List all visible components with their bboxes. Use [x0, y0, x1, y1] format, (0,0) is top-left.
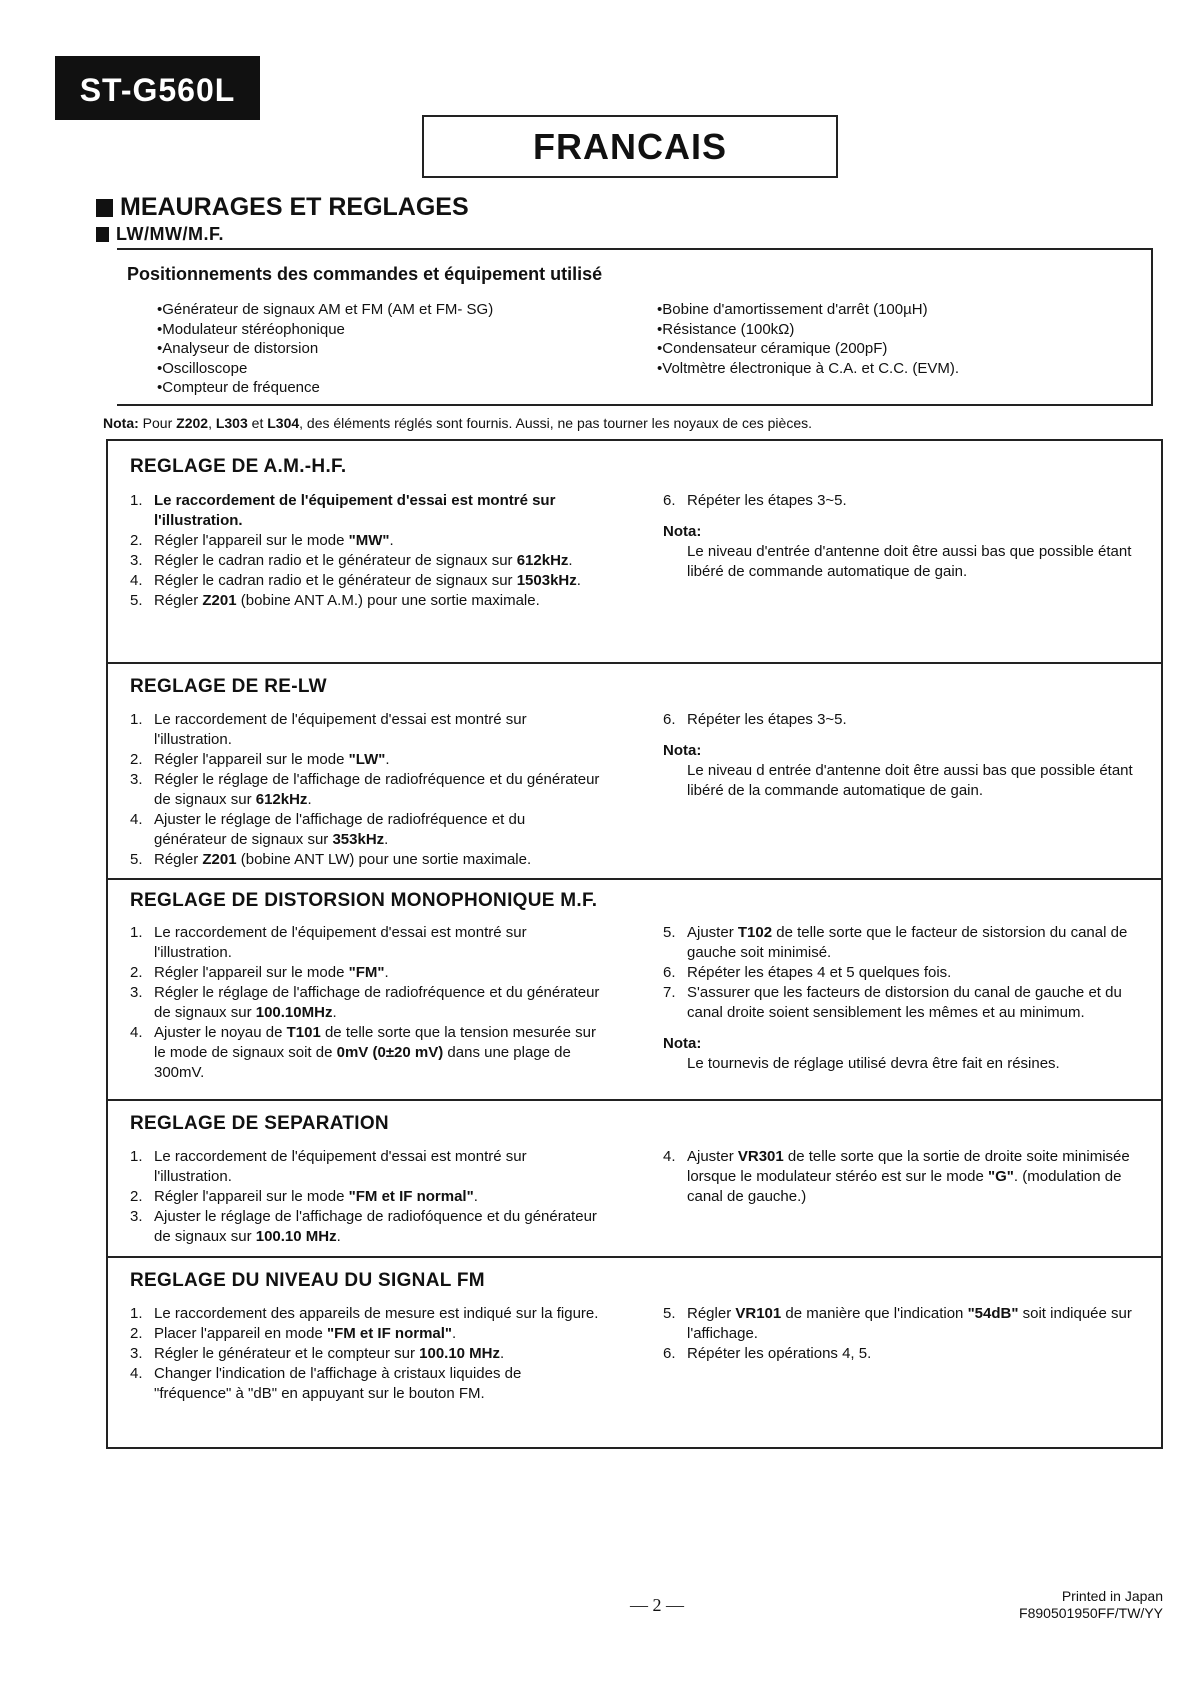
step-text-a: Régler l'appareil sur le mode	[154, 964, 349, 981]
step-number: 2.	[130, 964, 143, 981]
step-text-c: .	[389, 532, 394, 549]
step-text: Répéter les opérations 4, 5.	[687, 1345, 872, 1362]
step-text-a: Régler	[154, 851, 203, 868]
step-text-b: "MW"	[348, 532, 390, 549]
step-text-c: .	[473, 1188, 478, 1205]
step-text-e: . (modulation de canal de gauche.)	[687, 1168, 1122, 1205]
step-text-c: .	[332, 1004, 337, 1021]
step-text-a: Ajuster	[687, 1148, 738, 1165]
note-text: , des éléments réglés sont fournis. Aussi, ne pas tourner les noyaux de ces pièces.	[299, 415, 812, 431]
step-text-a: Régler le cadran radio et le générateur de signaux sur	[154, 552, 517, 569]
step-text-c: .	[568, 552, 573, 569]
step-text-b: 100.10 MHz	[255, 1228, 337, 1245]
section-title: REGLAGE DE A.M.-H.F.	[130, 456, 347, 477]
step-number: 3.	[130, 771, 143, 788]
step-text-a: Placer l'appareil en mode	[154, 1325, 327, 1342]
steps-right	[663, 923, 1143, 1074]
step-text	[154, 1344, 600, 1364]
list-item: • Compteur de fréquence	[157, 378, 493, 398]
step	[130, 1344, 600, 1364]
step-text: Répéter les étapes 4 et 5 quelques fois.	[687, 964, 952, 981]
step-number: 1.	[130, 711, 143, 728]
step	[130, 1207, 600, 1247]
step-text-a: Régler l'appareil sur le mode	[154, 532, 349, 549]
step-text	[154, 770, 600, 810]
part-ref: L304	[267, 415, 300, 431]
page-number: — 2 —	[630, 1595, 684, 1615]
step-number: 1.	[130, 924, 143, 941]
step-text	[154, 1023, 600, 1083]
step-text-b: 612kHz	[255, 791, 308, 808]
equipment-title: Positionnements des commandes et équipement utilisé	[127, 264, 603, 284]
step-text-a: Régler le réglage de l'affichage de radiofréquence et du générateur de signaux sur	[154, 984, 600, 1021]
step-text	[154, 551, 600, 571]
step-text-b: 100.10 MHz	[419, 1345, 501, 1362]
language-title: FRANCAIS	[422, 115, 838, 178]
step-number: 3.	[130, 552, 143, 569]
section-title: REGLAGE DE RE-LW	[130, 676, 327, 697]
nota-text: Le niveau d'entrée d'antenne doit être aussi bas que possible étant libéré de commande automatique de gain.	[687, 543, 1132, 580]
list-item: • Modulateur stéréophonique	[157, 320, 493, 340]
step	[130, 1023, 600, 1083]
step-text	[154, 531, 600, 551]
step-text	[154, 1207, 600, 1247]
step-number: 4.	[663, 1148, 676, 1165]
step-text-b: 353kHz	[332, 831, 385, 848]
step-text	[154, 810, 600, 850]
list-item: • Voltmètre électronique à C.A. et C.C. (EVM).	[657, 359, 959, 379]
step-number: 3.	[130, 1345, 143, 1362]
part-ref: L303	[215, 415, 248, 431]
step	[663, 1344, 1143, 1364]
section-distorsion	[108, 878, 1161, 1101]
nota-label: Nota:	[663, 1035, 702, 1052]
step-text-b: "LW"	[348, 751, 386, 768]
step	[130, 1364, 600, 1404]
section-signal-fm	[108, 1256, 1161, 1447]
step-number: 2.	[130, 1325, 143, 1342]
step-text: Le raccordement des appareils de mesure est indiqué sur la figure.	[154, 1305, 599, 1322]
step	[130, 963, 600, 983]
equipment-list-right	[657, 300, 959, 378]
step-text	[687, 1147, 1143, 1207]
step-text-b: 612kHz	[516, 552, 569, 569]
step-number: 1.	[130, 1305, 143, 1322]
steps-left	[130, 1304, 600, 1404]
step-number: 4.	[130, 1365, 143, 1382]
nota-text: Le tournevis de réglage utilisé devra être fait en résines.	[687, 1055, 1060, 1072]
step-text: Changer l'indication de l'affichage à cristaux liquides de "fréquence" à "dB" en appuyant sur le bouton FM.	[154, 1365, 522, 1402]
sub-heading-text: LW/MW/M.F.	[116, 224, 224, 244]
step-text: S'assurer que les facteurs de distorsion du canal de gauche et du canal droite soient sensiblement les mêmes et au minimum.	[687, 984, 1122, 1021]
step	[130, 531, 600, 551]
step-number: 4.	[130, 572, 143, 589]
square-bullet-icon	[96, 227, 109, 242]
step	[130, 1187, 600, 1207]
section-re-lw	[108, 662, 1161, 880]
step-number: 2.	[130, 532, 143, 549]
step-text	[154, 491, 600, 531]
step	[130, 770, 600, 810]
step-number: 6.	[663, 964, 676, 981]
step	[130, 491, 600, 531]
step	[663, 1304, 1143, 1344]
step-number: 5.	[130, 851, 143, 868]
step-text	[154, 983, 600, 1023]
sub-heading	[96, 224, 224, 245]
step-text	[154, 591, 600, 611]
step	[130, 983, 600, 1023]
step-text-b: 100.10MHz	[255, 1004, 333, 1021]
step-text: Le raccordement de l'équipement d'essai est montré sur l'illustration.	[154, 924, 527, 961]
list-item: • Bobine d'amortissement d'arrêt (100µH)	[657, 300, 959, 320]
step-text-b: "FM"	[348, 964, 385, 981]
step-text-a: Régler	[154, 592, 203, 609]
section-am-hf	[108, 441, 1161, 664]
step-number: 4.	[130, 1024, 143, 1041]
step-text-d: "G"	[988, 1168, 1014, 1185]
step-number: 2.	[130, 751, 143, 768]
step	[663, 923, 1143, 963]
nota-label: Nota:	[103, 415, 139, 431]
step-text	[154, 963, 600, 983]
step-text-a: Régler le réglage de l'affichage de radiofréquence et du générateur de signaux sur	[154, 771, 600, 808]
step-number: 7.	[663, 984, 676, 1001]
step-text-a: Régler	[687, 1305, 736, 1322]
step-text-c: .	[384, 831, 389, 848]
section-title: REGLAGE DE SEPARATION	[130, 1113, 389, 1134]
step-number: 1.	[130, 1148, 143, 1165]
step	[130, 1324, 600, 1344]
step-text-d: 0mV (0±20 mV)	[336, 1044, 444, 1061]
step	[663, 1147, 1143, 1207]
step-text-a: Ajuster le réglage de l'affichage de radiofóquence et du générateur de signaux sur	[154, 1208, 597, 1245]
step-text-b: T101	[286, 1024, 321, 1041]
step-text-c: de telle sorte que la sortie de droite soite minimisée lorsque le modulateur stéréo est sur le mode	[687, 1148, 1130, 1185]
step-text	[154, 1324, 600, 1344]
step	[130, 551, 600, 571]
step-text	[154, 1187, 600, 1207]
step-text-b: VR301	[737, 1148, 784, 1165]
steps-left	[130, 491, 600, 611]
step-text-b: VR101	[735, 1305, 782, 1322]
step	[130, 810, 600, 850]
equipment-list-left	[157, 300, 493, 398]
step-text-c: de telle sorte que le facteur de sistorsion du canal de gauche soit minimisé.	[687, 924, 1128, 961]
note-text: et	[247, 415, 268, 431]
step-number: 1.	[130, 492, 143, 509]
step-text-a: Régler l'appareil sur le mode	[154, 1188, 349, 1205]
step-text-c: (bobine ANT LW) pour une sortie maximale.	[236, 851, 532, 868]
step-text-a: Ajuster	[687, 924, 738, 941]
step-text-c: .	[500, 1345, 505, 1362]
steps-left	[130, 923, 600, 1083]
step	[130, 750, 600, 770]
section-title: REGLAGE DU NIVEAU DU SIGNAL FM	[130, 1270, 485, 1291]
nota-text: Le niveau d entrée d'antenne doit être aussi bas que possible étant libéré de la commande automatique de gain.	[687, 762, 1133, 799]
step-text-c: .	[576, 572, 581, 589]
step-number: 5.	[663, 924, 676, 941]
step-text: Répéter les étapes 3~5.	[687, 711, 847, 728]
square-bullet-icon	[96, 199, 113, 217]
print-info	[1019, 1588, 1163, 1622]
list-item: • Oscilloscope	[157, 359, 493, 379]
step	[130, 710, 600, 750]
step-text-a: Ajuster le noyau de	[154, 1024, 287, 1041]
list-item: • Résistance (100kΩ)	[657, 320, 959, 340]
step-text	[154, 750, 600, 770]
steps-right	[663, 1147, 1143, 1207]
step-text-e: dans une plage de 300mV.	[154, 1044, 571, 1081]
list-item: • Analyseur de distorsion	[157, 339, 493, 359]
step-number: 6.	[663, 492, 676, 509]
step	[130, 850, 600, 870]
step-text-c: .	[385, 751, 390, 768]
step	[663, 491, 1143, 511]
step-text-c: .	[384, 964, 389, 981]
step-number: 5.	[663, 1305, 676, 1322]
nota-label: Nota:	[663, 523, 702, 540]
step	[130, 571, 600, 591]
step-text: Le raccordement de l'équipement d'essai est montré sur l'illustration.	[154, 711, 527, 748]
list-item: • Générateur de signaux AM et FM (AM et FM- SG)	[157, 300, 493, 320]
note-text: Pour	[138, 415, 177, 431]
general-note	[103, 415, 812, 431]
main-heading	[96, 193, 469, 222]
step-text-a: Le raccordement de l'équipement d'essai est montré sur l'illustration.	[154, 492, 556, 529]
step-text-d: "54dB"	[967, 1305, 1019, 1322]
step-text	[154, 571, 600, 591]
step	[130, 1147, 600, 1187]
step-number: 4.	[130, 811, 143, 828]
steps-right	[663, 1304, 1143, 1364]
step	[663, 963, 1143, 983]
step-text-c: de telle sorte que la tension mesurée sur le mode de signaux soit de	[154, 1024, 596, 1061]
step-number: 3.	[130, 1208, 143, 1225]
step-text-b: 1503kHz	[516, 572, 577, 589]
step-text-c: de manière que l'indication	[781, 1305, 968, 1322]
step-text-a: Ajuster le réglage de l'affichage de radiofréquence et du générateur de signaux sur	[154, 811, 526, 848]
step-number: 6.	[663, 711, 676, 728]
step-text: Le raccordement de l'équipement d'essai est montré sur l'illustration.	[154, 1148, 527, 1185]
steps-left	[130, 1147, 600, 1247]
part-ref: Z202	[176, 415, 209, 431]
section-separation	[108, 1099, 1161, 1258]
step-text-b: T102	[737, 924, 773, 941]
step-text	[687, 1304, 1143, 1344]
step-text-a: Régler le cadran radio et le générateur de signaux sur	[154, 572, 517, 589]
main-heading-text: MEAURAGES ET REGLAGES	[120, 193, 469, 221]
step-text	[687, 923, 1143, 963]
adjustment-sections	[106, 439, 1163, 1449]
steps-right	[663, 710, 1143, 801]
steps-right	[663, 491, 1143, 582]
nota-label: Nota:	[663, 742, 702, 759]
step-text-a: Régler l'appareil sur le mode	[154, 751, 349, 768]
step-text-e: soit indiquée sur l'affichage.	[687, 1305, 1132, 1342]
step-text-b: "FM et IF normal"	[326, 1325, 453, 1342]
step-text-c: .	[452, 1325, 457, 1342]
step	[130, 923, 600, 963]
steps-left	[130, 710, 600, 870]
list-item: • Condensateur céramique (200pF)	[657, 339, 959, 359]
step-text-c: .	[336, 1228, 341, 1245]
document-code: F890501950FF/TW/YY	[1019, 1605, 1163, 1621]
step	[130, 1304, 600, 1324]
step-number: 5.	[130, 592, 143, 609]
step-text	[154, 850, 600, 870]
step-text-a: Régler le générateur et le compteur sur	[154, 1345, 420, 1362]
step-text: Répéter les étapes 3~5.	[687, 492, 847, 509]
note-text: ,	[208, 415, 216, 431]
step	[130, 591, 600, 611]
step-number: 3.	[130, 984, 143, 1001]
model-badge: ST-G560L	[55, 56, 260, 120]
step-text-c: (bobine ANT A.M.) pour une sortie maximale.	[236, 592, 540, 609]
equipment-box	[117, 248, 1153, 406]
step	[663, 710, 1143, 730]
step-text-c: .	[307, 791, 312, 808]
step-number: 2.	[130, 1188, 143, 1205]
step-text-b: "FM et IF normal"	[348, 1188, 474, 1205]
printed-in: Printed in Japan	[1061, 1588, 1163, 1604]
step	[663, 983, 1143, 1023]
step-number: 6.	[663, 1345, 676, 1362]
section-title: REGLAGE DE DISTORSION MONOPHONIQUE M.F.	[130, 890, 598, 911]
step-text-b: Z201	[202, 851, 237, 868]
step-text-b: Z201	[202, 592, 237, 609]
